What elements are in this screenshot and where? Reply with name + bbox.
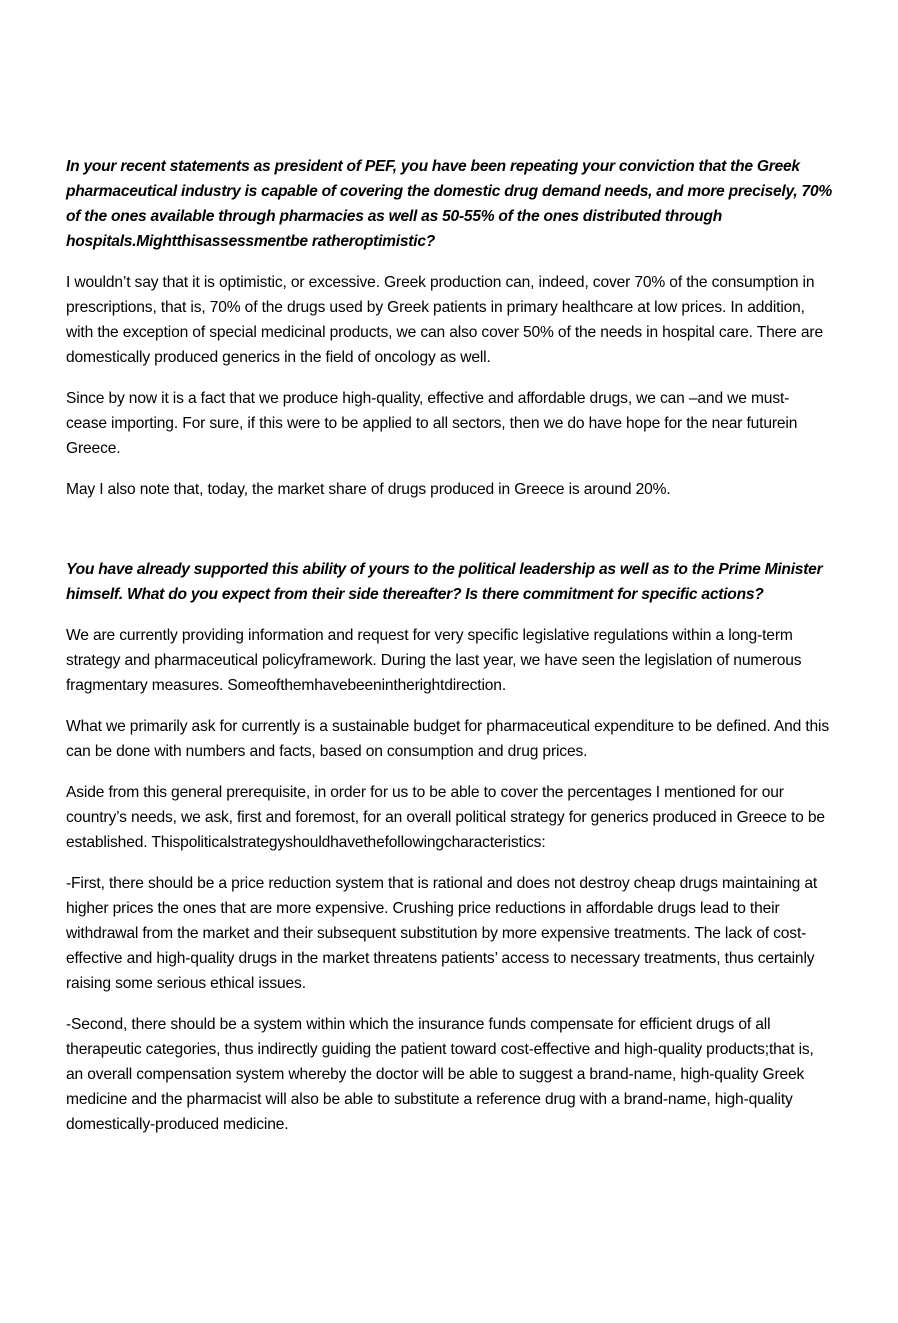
answer-1-paragraph-1: I wouldn’t say that it is optimistic, or excessive. Greek production can, indeed, cover 70% of the consumption in prescriptions, that is, 70% of the drugs used by Greek patients in primary healthcare at low prices. In addition, with the exception of special medicinal products, we can also cover 50% of the needs in hospital care. There are domestically produced generics in the field of oncology as well. (66, 274, 823, 366)
answer-2-paragraph-1: We are currently providing information and request for very specific legislative regulations within a long-term strategy and pharmaceutical policyframework. During the last year, we have seen the legislation of numerous fragmentary measures. Someofthemhavebeenintherightdirection. (66, 627, 802, 694)
answer-2-paragraph-5: -Second, there should be a system within which the insurance funds compensate for efficient drugs of all therapeutic categories, thus indirectly guiding the patient toward cost-effective and high-quality products;that is, an overall compensation system whereby the doctor will be able to suggest a brand-name, high-quality Greek medicine and the pharmacist will also be able to substitute a reference drug with a brand-name, high-quality domestically-produced medicine. (66, 1016, 814, 1133)
question-1: In your recent statements as president of PEF, you have been repeating your conviction that the Greek pharmaceutical industry is capable of covering the domestic drug demand needs, and more precisely, 70% of the ones available through pharmacies as well as 50-55% of the ones distributed through hospitals.Mightthisassessmentbe ratheroptimistic? (66, 158, 832, 250)
question-2: You have already supported this ability of yours to the political leadership as well as to the Prime Minister himself. What do you expect from their side thereafter? Is there commitment for specific actions? (66, 561, 823, 603)
answer-2-paragraph-2: What we primarily ask for currently is a sustainable budget for pharmaceutical expenditure to be defined. And this can be done with numbers and facts, based on consumption and drug prices. (66, 718, 829, 760)
document-page (66, 154, 834, 1137)
answer-2-paragraph-3: Aside from this general prerequisite, in order for us to be able to cover the percentages I mentioned for our country’s needs, we ask, first and foremost, for an overall political strategy for generics produced in Greece to be established. Thispoliticalstrategyshouldhavethefollowingcharacteristics: (66, 784, 825, 851)
answer-1-paragraph-2: Since by now it is a fact that we produce high-quality, effective and affordable drugs, we can –and we must- cease importing. For sure, if this were to be applied to all sectors, then we do have hope for the near futurein Greece. (66, 390, 798, 457)
answer-2-paragraph-4: -First, there should be a price reduction system that is rational and does not destroy cheap drugs maintaining at higher prices the ones that are more expensive. Crushing price reductions in affordable drugs lead to their withdrawal from the market and their subsequent substitution by more expensive treatments. The lack of cost-effective and high-quality drugs in the market threatens patients’ access to necessary treatments, thus certainly raising some serious ethical issues. (66, 875, 818, 992)
answer-1-paragraph-3: May I also note that, today, the market share of drugs produced in Greece is around 20%. (66, 481, 671, 498)
